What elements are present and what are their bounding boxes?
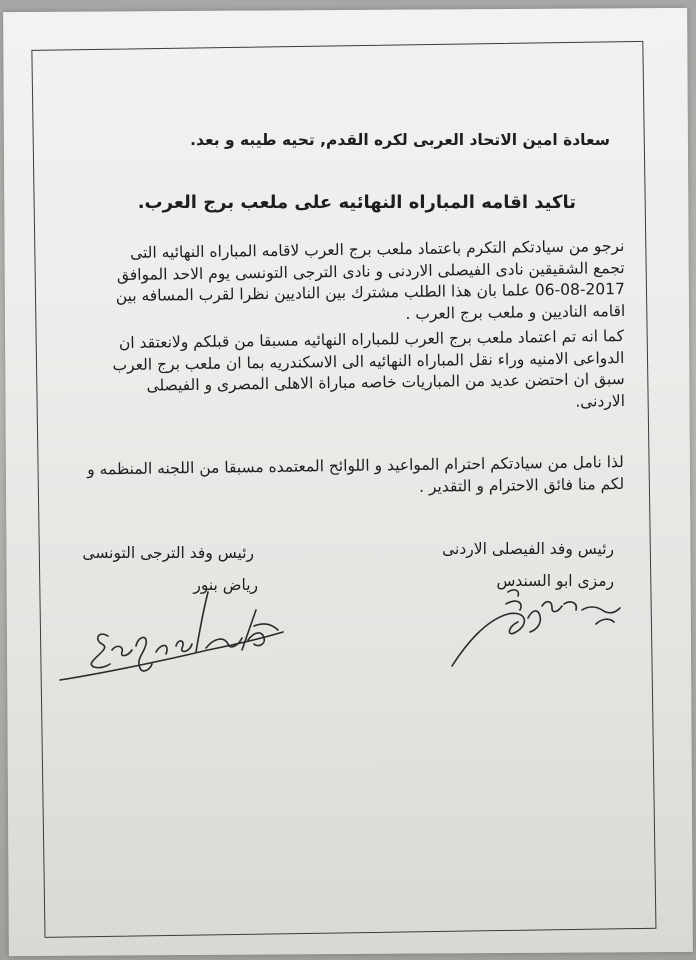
paragraph-line: كما انه تم اعتماد ملعب برج العرب للمباراه النهائيه مسبقا من قبلكم ولانعتقد ان [118, 326, 625, 353]
paragraph-closing [87, 452, 624, 502]
signatory-name-esperance: رياض بنور [193, 576, 258, 594]
paragraph-line: الاردنى. [575, 391, 626, 411]
salutation: سعادة امين الاتحاد العربى لكره القدم, تحيه طيبه و بعد. [190, 131, 610, 149]
paragraph-request [115, 236, 625, 329]
paragraph-line: الدواعى الامنيه وراء نقل المباراه النهائيه الى الاسكندريه بما ان ملعب برج العرب [112, 348, 625, 374]
subject-heading: تاكيد اقامه المباراه النهائيه على ملعب برج العرب. [137, 192, 576, 213]
paragraph-line: 06-08-2017 علما بان هذا الطلب مشترك بين الناديين نظرا لقرب المسافه بين [115, 279, 625, 306]
paragraph-line: سبق ان احتضن عديد من المباريات خاصه مباراة الاهلى المصرى و الفيصلى [146, 369, 625, 395]
handwritten-signature-icon [446, 584, 626, 674]
signatory-title-esperance: رئيس وفد الترجى التونسى [82, 544, 254, 562]
signatory-name-faisaly: رمزى ابو السندس [496, 572, 614, 590]
paragraph-justification [112, 326, 625, 419]
handwritten-signature-icon [58, 588, 298, 688]
paragraph-line: لكم منا فائق الاحترام و التقدير . [419, 474, 625, 496]
signatory-title-faisaly: رئيس وفد الفيصلى الاردنى [442, 540, 614, 558]
paragraph-line: تجمع الشقيقين نادى الفيصلى الاردنى و نادى الترجى التونسى يوم الاحد الموافق [116, 258, 625, 284]
paragraph-line: لذا نامل من سيادتكم احترام المواعيد و اللوائح المعتمده مسبقا من اللجنه المنظمه و [87, 452, 625, 479]
paragraph-line: اقامه الناديين و ملعب برج العرب . [405, 301, 626, 323]
paragraph-line: نرجو من سيادتكم التكرم باعتماد ملعب برج العرب لاقامه المباراه النهائيه التى [129, 236, 625, 262]
